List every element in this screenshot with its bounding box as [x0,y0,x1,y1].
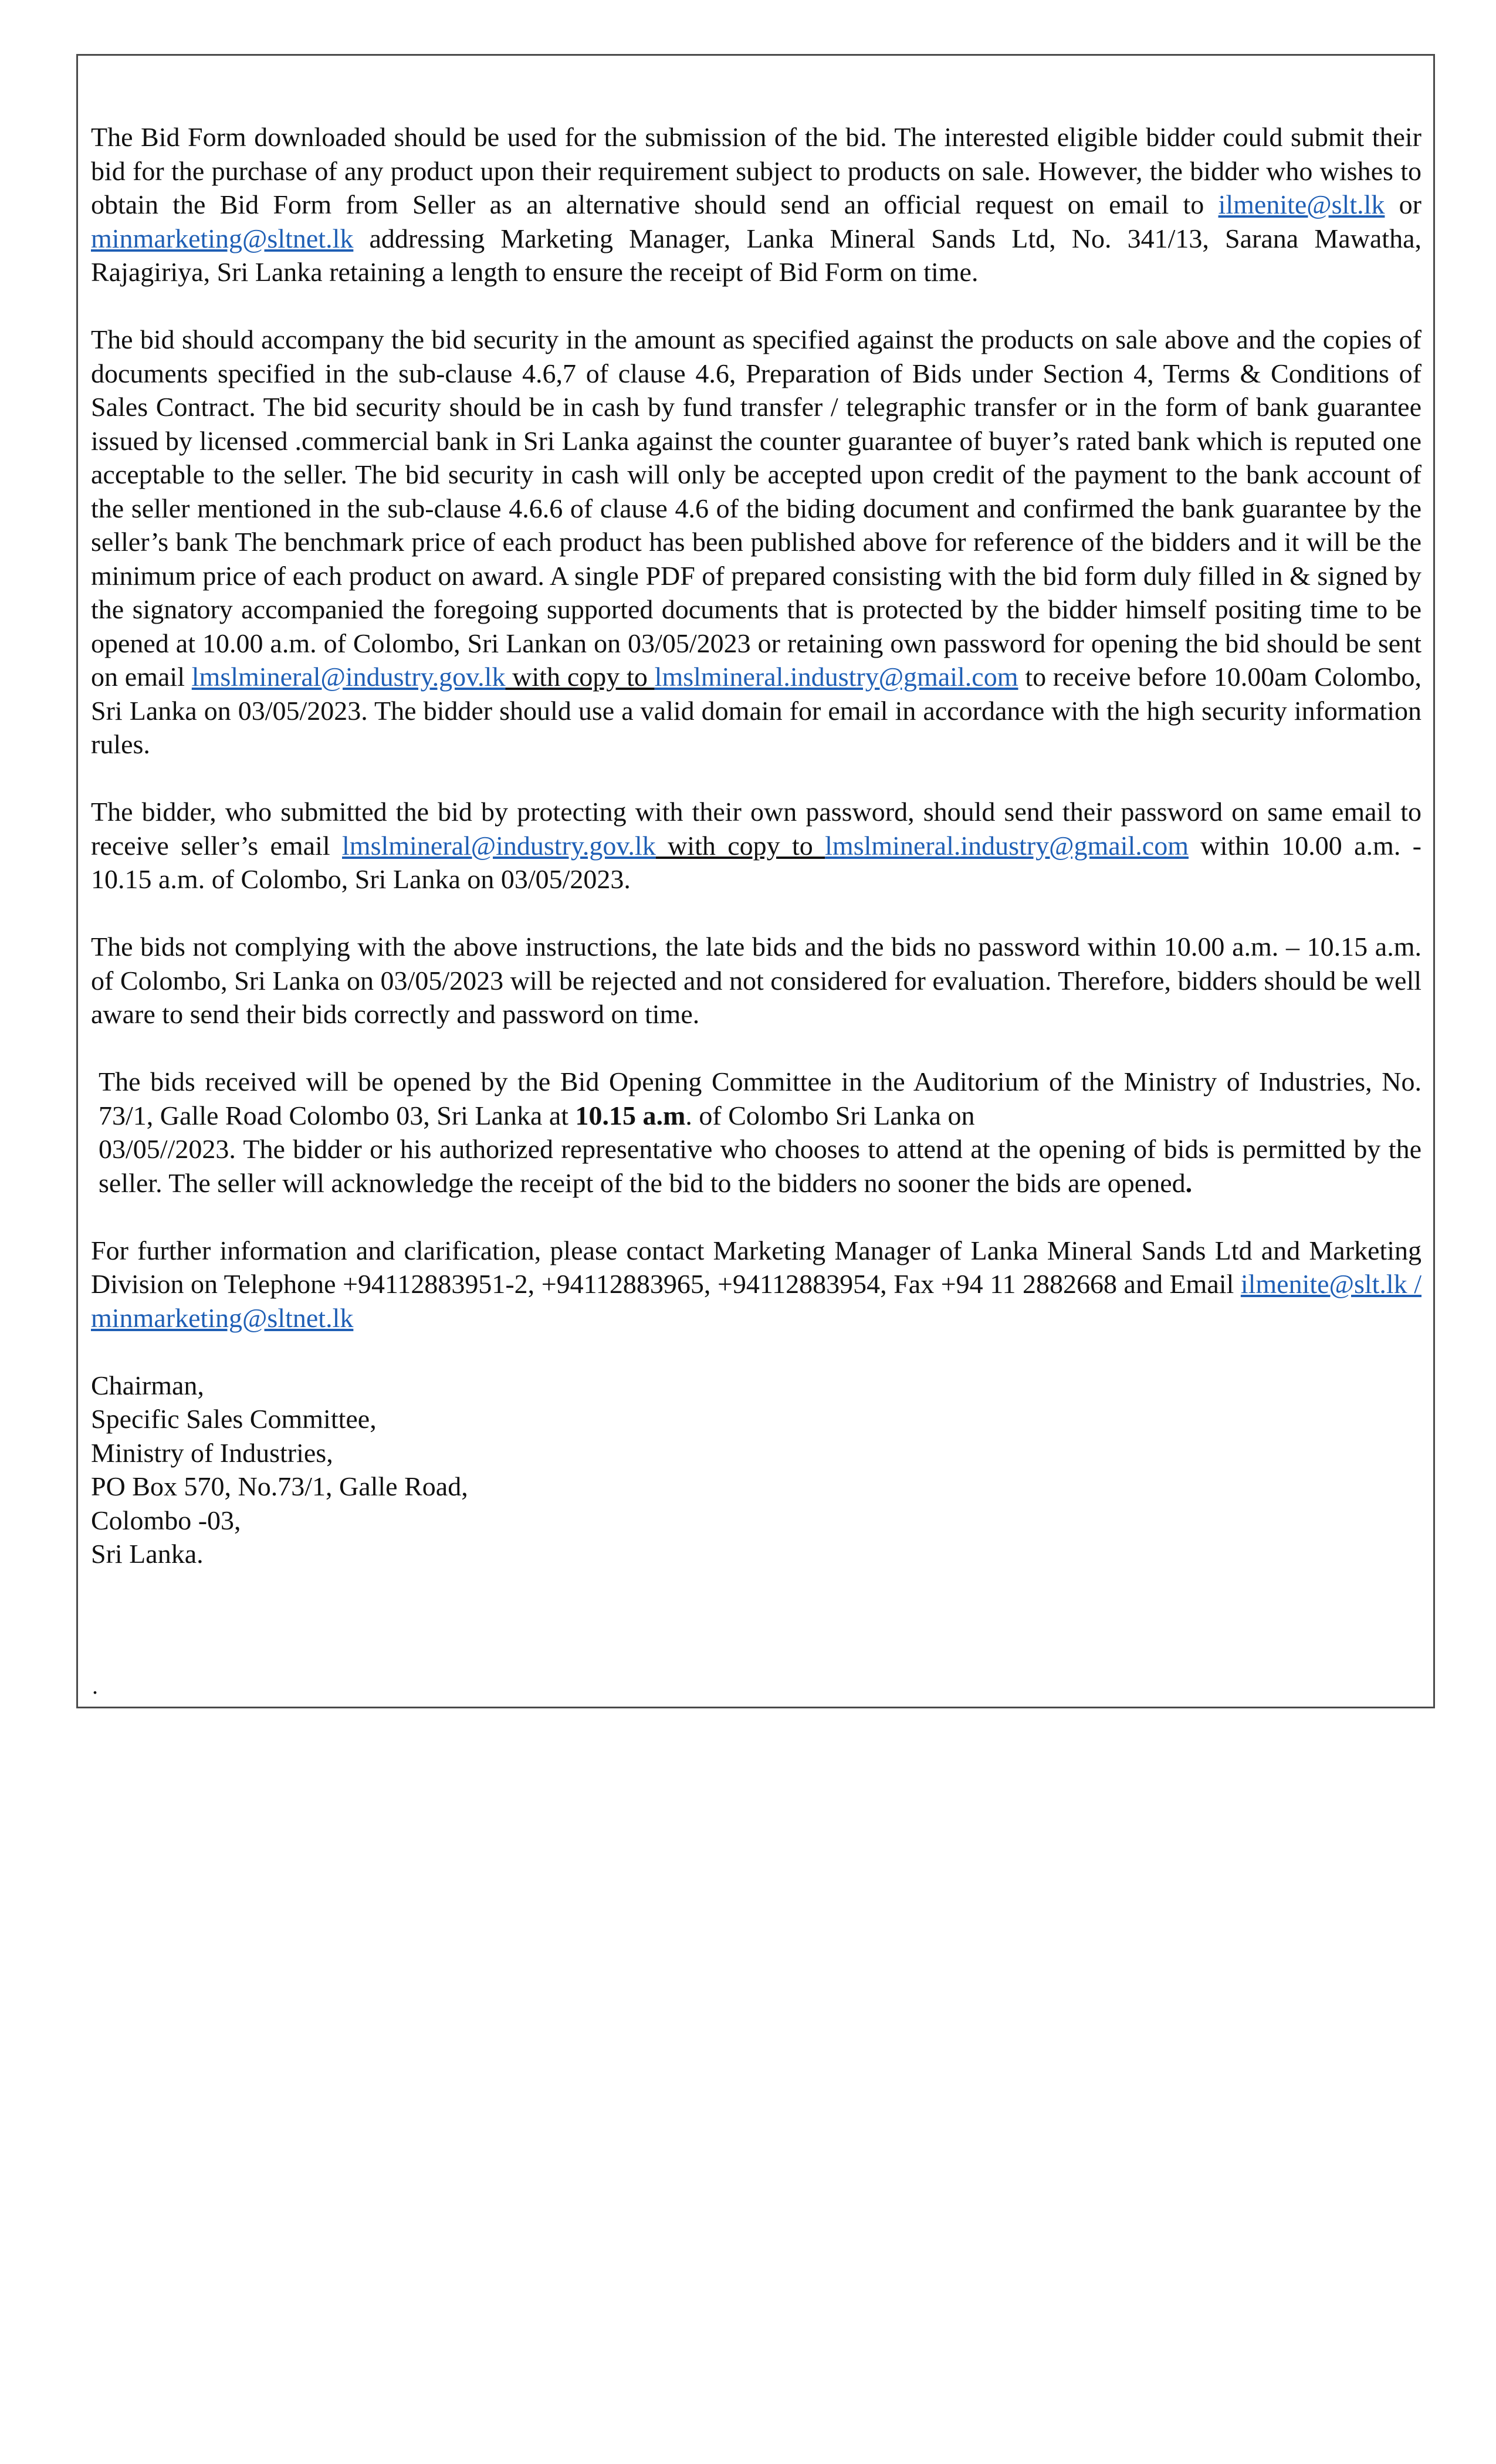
paragraph-text: . of Colombo Sri Lanka on [685,1100,975,1131]
paragraph-bid-opening [91,1065,1421,1200]
address-line: Sri Lanka. [91,1539,204,1569]
paragraph-text: to receive before 10.00am Colombo, Sri Lanka on 03/05/2023. The bidder should use a valid domain for email in accordance with the high security information rules. [91,662,1421,759]
email-link-lmslmineral-industry[interactable]: lmslmineral@industry.gov.lk [342,830,656,861]
paragraph-password [91,795,1421,896]
paragraph-text: The bid should accompany the bid security in the amount as specified against the products on sale above and the copies of documents specified in the sub-clause 4.6,7 of clause 4.6, Preparation of Bids under Section 4, Terms & Conditions of Sales Contract. The bid security should be in cash by fund transfer / telegraphic transfer or in the form of bank guarantee issued by licensed .commercial bank in Sri Lanka against the counter guarantee of buyer’s rated bank which is reputed one acceptable to the seller. The bid security in cash will only be accepted upon credit of the payment to the bank account of the seller mentioned in the sub-clause 4.6.6 of clause 4.6 of the biding document and confirmed the bank guarantee by the seller’s bank The benchmark price of each product has been published above for reference of the bidders and it will be the minimum price of each product on award. A single PDF of prepared consisting with the bid form duly filled in & signed by the signatory accompanied the foregoing supported documents that is protected by the bidder himself positing time to be opened at 10.00 a.m. of Colombo, Sri Lankan on 03/05/2023 or retaining own password for opening the bid should be sent on email [91,324,1421,692]
paragraph-text: The Bid Form downloaded should be used for the submission of the bid. The interested eligible bidder could submit their bid for the purchase of any product upon their requirement subject to products on sale. However, the bidder who wishes to obtain the Bid Form from Seller as an alternative should send an official request on email to [91,122,1421,219]
paragraph-text: For further information and clarification, please contact Marketing Manager of Lanka Mineral Sands Ltd and Marketing Division on Telephone +94112883951-2, +94112883965, +94112883954, Fax +94 11 2882668 and Email [91,1235,1421,1299]
email-link-ilmenite[interactable]: ilmenite@slt.lk / [1240,1269,1421,1299]
email-link-lmslmineral-industry[interactable]: lmslmineral@industry.gov.lk [191,662,506,692]
paragraph-rejection [91,930,1421,1031]
address-block [91,1369,1421,1571]
email-link-lmslmineral-gmail[interactable]: lmslmineral.industry@gmail.com [654,662,1018,692]
email-link-ilmenite[interactable]: ilmenite@slt.lk [1218,189,1385,219]
email-link-minmarketing[interactable]: minmarketing@sltnet.lk [91,223,354,253]
paragraph-text: The bids received will be opened by the Bid Opening Committee in the Auditorium of the Ministry of Industries, No. 73/1, Galle Road Colombo 03, Sri Lanka at [99,1067,1421,1131]
notice-body [91,120,1421,1605]
paragraph-text: addressing Marketing Manager, Lanka Mineral Sands Ltd, No. 341/13, Sarana Mawatha, Rajagiriya, Sri Lanka retaining a length to ensure the receipt of Bid Form on time. [91,223,1421,287]
address-line: Specific Sales Committee, [91,1404,377,1434]
email-link-minmarketing[interactable]: minmarketing@sltnet.lk [91,1302,354,1333]
paragraph-bid-security [91,323,1421,761]
paragraph-bid-form [91,120,1421,289]
copy-to-text: with copy to [655,830,825,861]
paragraph-text: The bids not complying with the above instructions, the late bids and the bids no password within 10.00 a.m. – 10.15 a.m. of Colombo, Sri Lanka on 03/05/2023 will be rejected and not considered for evaluation. Therefore, bidders should be well aware to send their bids correctly and password on time. [91,932,1421,1029]
footer-mark: . [92,1673,98,1699]
copy-to-text: with copy to [505,662,655,692]
opening-time: 10.15 a.m [575,1100,686,1131]
paragraph-text: within 10.00 a.m. - 10.15 a.m. of Colombo, Sri Lanka on 03/05/2023. [91,830,1421,894]
paragraph-text: 03/05//2023. The bidder or his authorized representative who chooses to attend at the opening of bids is permitted by the seller. The seller will acknowledge the receipt of the bid to the bidders no sooner the bids are opened [99,1134,1421,1198]
paragraph-text: or [1385,189,1421,219]
paragraph-text: The bidder, who submitted the bid by protecting with their own password, should send their password on same email to receive seller’s email [91,797,1421,861]
paragraph-contact [91,1234,1421,1335]
address-line: PO Box 570, No.73/1, Galle Road, [91,1471,468,1501]
address-line: Ministry of Industries, [91,1437,333,1468]
address-line: Chairman, [91,1370,204,1400]
email-link-lmslmineral-gmail[interactable]: lmslmineral.industry@gmail.com [825,830,1189,861]
paragraph-end-dot: . [1185,1167,1193,1198]
address-line: Colombo -03, [91,1505,241,1535]
